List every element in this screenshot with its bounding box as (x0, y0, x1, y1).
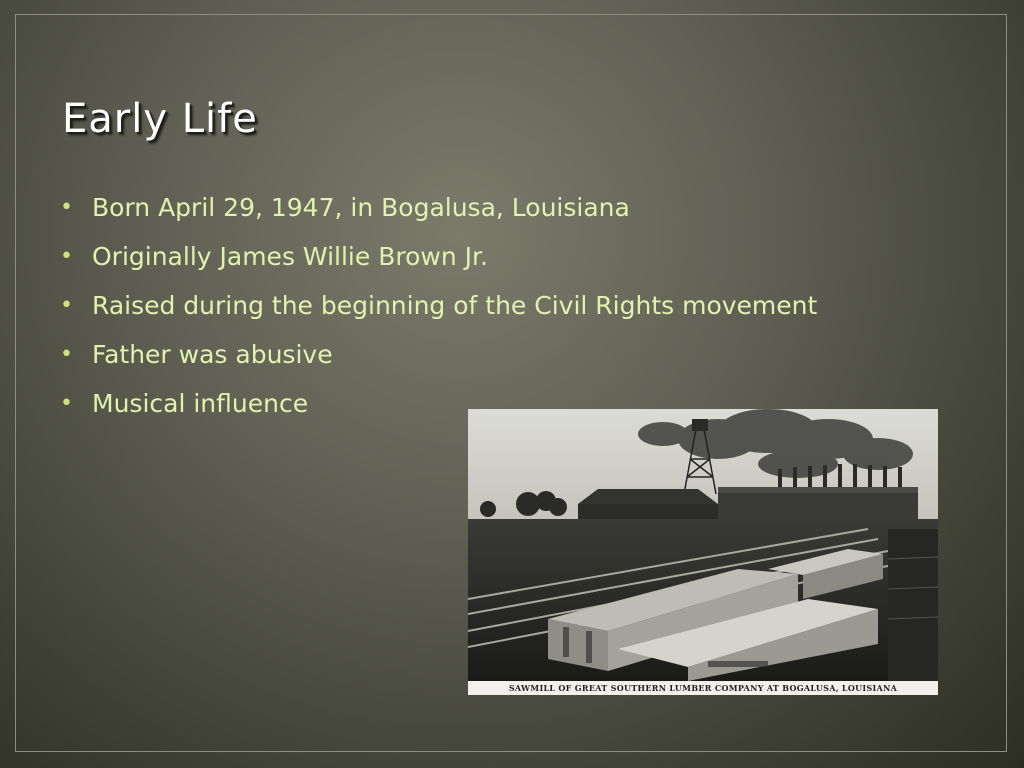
bullet-icon: • (60, 342, 73, 367)
bullet-text: Born April 29, 1947, in Bogalusa, Louisiana (92, 193, 630, 222)
bullet-text: Musical influence (92, 389, 309, 418)
bullet-list (60, 186, 817, 431)
bullet-icon: • (60, 391, 73, 416)
bullet-item (60, 284, 817, 333)
bullet-text: Father was abusive (92, 340, 333, 369)
bullet-icon: • (60, 293, 73, 318)
sawmill-image (468, 409, 938, 681)
bullet-item (60, 235, 817, 284)
photo-caption: SAWMILL OF GREAT SOUTHERN LUMBER COMPANY AT BOGALUSA, LOUISIANA (508, 683, 898, 693)
sawmill-photo (468, 409, 938, 695)
slide-title: Early Life (62, 96, 258, 142)
bullet-text: Raised during the beginning of the Civil Rights movement (92, 291, 818, 320)
bullet-item (60, 333, 817, 382)
bullet-item (60, 186, 817, 235)
bullet-icon: • (60, 244, 73, 269)
bullet-text: Originally James Willie Brown Jr. (92, 242, 488, 271)
bullet-icon: • (60, 195, 73, 220)
